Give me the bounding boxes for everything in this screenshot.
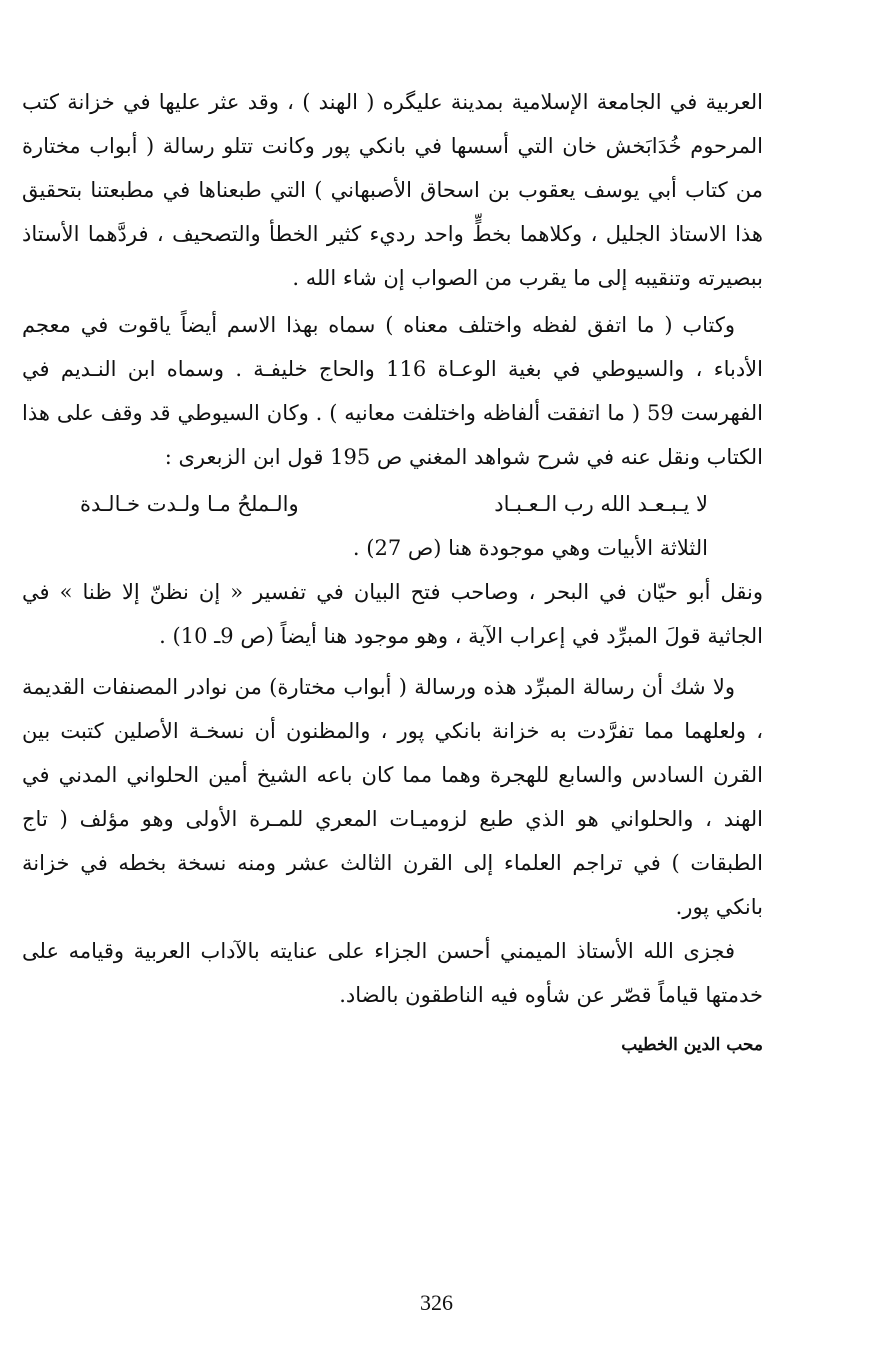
author-signature: محب الدين الخطيب xyxy=(621,1035,763,1055)
paragraph-1 xyxy=(22,80,763,305)
paragraph-2 xyxy=(22,303,763,481)
paragraph-3-text: ونقل أبو حيّان في البحر ، وصاحب فتح البيان في تفسير « إن نظنّ إلا ظنا » في الجاثية قولَ المبرِّد في إعراب الآية ، وهو موجود هنا أيضاً (ص 9ـ 10) . xyxy=(22,580,763,648)
poetry-verse xyxy=(80,482,708,526)
verse-note xyxy=(300,526,708,570)
paragraph-5-text: فجزى الله الأستاذ الميمني أحسن الجزاء على عنايته بالآداب العربية وقيامه على خدمتها قياماً قصّر عن شأوه فيه الناطقون بالضاد. xyxy=(22,939,763,1007)
page-number: 326 xyxy=(420,1290,453,1315)
paragraph-1-text: العربية في الجامعة الإسلامية بمدينة عليگره ( الهند ) ، وقد عثر عليها في خزانة كتب المرحوم خُدَابَخش خان التي أسسها في بانكي پور وكانت تتلو رسالة ( أبواب مختارة من كتاب أبي يوسف يعقوب بن اسحاق الأصبهاني ) التي طبعناها في مطبعتنا بتحقيق هذا الاستاذ الجليل ، وكلاهما بخطٍّ واحد رديء كثير الخطأ والتصحيف ، فردَّهما الأستاذ ببصيرته وتنقيبه إلى ما يقرب من الصواب إن شاء الله . xyxy=(22,90,763,290)
verse-second-hemistich: والـملحُ مـا ولـدت خـالـدة xyxy=(80,492,299,516)
verse-note-text: الثلاثة الأبيات وهي موجودة هنا (ص 27) . xyxy=(352,536,708,560)
paragraph-4-text: ولا شك أن رسالة المبرِّد هذه ورسالة ( أبواب مختارة) من نوادر المصنفات القديمة ، ولعلهما مما تفرَّدت به خزانة بانكي پور ، والمظنون أن نسخـة الأصلين كتبت بين القرن السادس والسابع للهجرة وهما مما كان باعه الشيخ أمين الحلواني المدني في الهند ، والحلواني هو الذي طبع لزوميـات المعري للمـرة الأولى وهو مؤلف ( تاج الطبقات ) في تراجم العلماء إلى القرن الثالث عشر ومنه نسخة بخطه في خزانة بانكي پور. xyxy=(22,675,763,919)
paragraph-4 xyxy=(22,665,763,929)
paragraph-2-text: وكتاب ( ما اتفق لفظه واختلف معناه ) سماه بهذا الاسم أيضاً ياقوت في معجم الأدباء ، والسيوطي في بغية الوعـاة 116 والحاج خليفـة . وسماه ابن النـديم في الفهرست 59 ( ما اتفقت ألفاظه واختلفت معانيه ) . وكان السيوطي قد وقف على هذا الكتاب ونقل عنه في شرح شواهد المغني ص 195 قول ابن الزبعرى : xyxy=(22,313,763,469)
paragraph-5 xyxy=(22,929,763,1019)
paragraph-3 xyxy=(22,570,763,658)
verse-first-hemistich: لا يـبـعـد الله رب الـعـبـاد xyxy=(494,492,708,516)
